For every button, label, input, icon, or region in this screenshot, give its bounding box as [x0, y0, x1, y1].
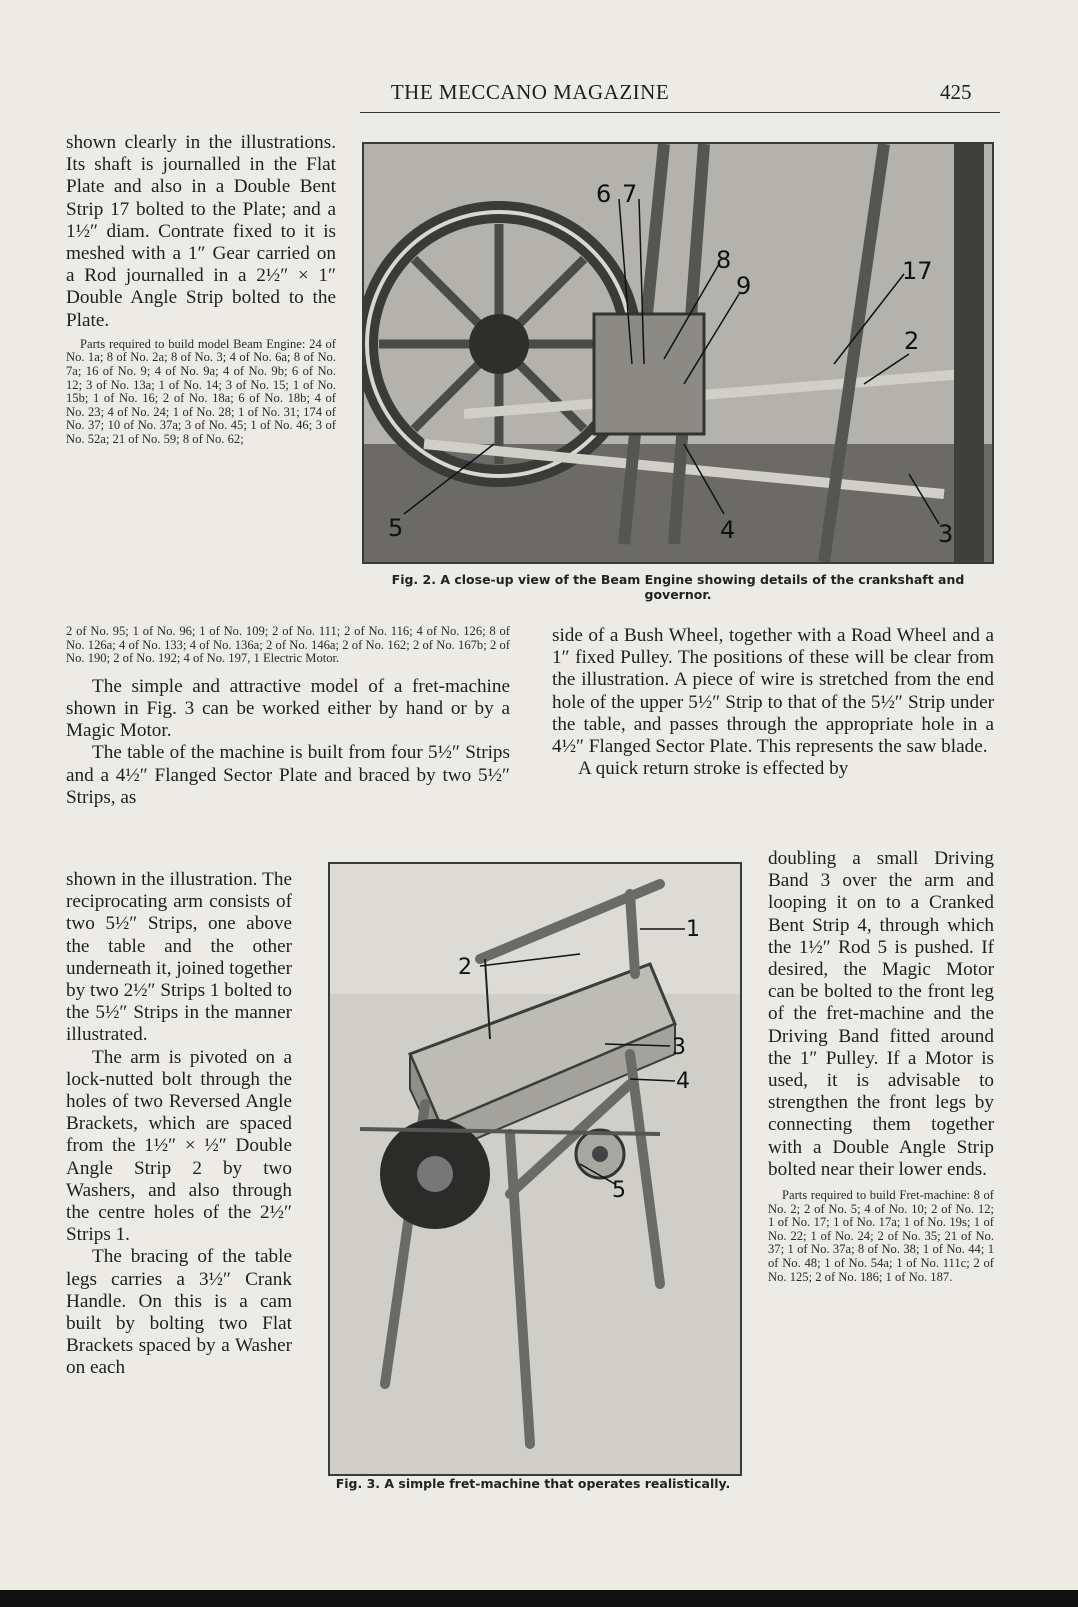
fig3-label-3: 3 [672, 1035, 686, 1060]
figure-3-fret-machine [328, 862, 742, 1476]
paragraph-shaft: shown clearly in the illustrations. Its shaft is journalled in the Flat Plate and also in a Double Bent Strip 17 bolted to the Plate; and a 1½″ diam. Contrate fixed to it is meshed with a 1″ Gear carried on a Rod journalled in a 2½″ × 1″ Double Angle Strip bolted to the Plate. [66, 132, 336, 331]
beam-engine-illustration [364, 144, 992, 562]
paragraph-fret-intro: The simple and attractive model of a fret-machine shown in Fig. 3 can be worked either by hand or by a Magic Motor. [66, 675, 510, 742]
figure-2-caption: Fig. 2. A close-up view of the Beam Engine showing details of the crankshaft and governor. [391, 572, 965, 602]
page-number: 425 [940, 80, 972, 104]
header-rule [360, 112, 1000, 113]
right-column-narrow [768, 848, 994, 1284]
fig2-label-9: 9 [736, 272, 752, 300]
paragraph-arm: shown in the illustration. The reciprocating arm consists of two 5½″ Strips, one above the table and the other underneath it, joined together by two 2½″ Strips 1 bolted to the 5½″ Strips in the manner illustrated. [66, 869, 292, 1046]
fig3-label-5: 5 [612, 1178, 626, 1203]
fig3-label-2: 2 [458, 955, 472, 980]
right-column-mid [552, 625, 994, 780]
fig2-label-4: 4 [720, 516, 736, 544]
fig2-label-2: 2 [904, 327, 920, 355]
paragraph-bush-wheel: side of a Bush Wheel, together with a Road Wheel and a 1″ fixed Pulley. The positions of these will be clear from the illustration. A piece of wire is stretched from the end hole of the upper 5½″ Strip to that of the 5½″ Strip under the table, and passes through the appropriate hole in a 4½″ Flanged Sector Plate. This represents the saw blade. [552, 625, 994, 758]
fig2-label-7: 7 [622, 180, 638, 208]
paragraph-pivot: The arm is pivoted on a lock-nutted bolt through the holes of two Reversed Angle Brackets, which are spaced from the 1½″ × ½″ Double Angle Strip 2 by two Washers, and also through the centre holes of the 2½″ Strips 1. [66, 1046, 292, 1246]
left-column-top [66, 132, 336, 447]
fig2-label-3: 3 [938, 520, 954, 548]
fig2-label-5: 5 [388, 514, 404, 542]
scan-edge [0, 1590, 1078, 1607]
fig2-label-8: 8 [716, 246, 732, 274]
page-header-title: THE MECCANO MAGAZINE [390, 80, 670, 104]
parts-list-beam-engine-cont: 2 of No. 95; 1 of No. 96; 1 of No. 109; 2 of No. 111; 2 of No. 116; 4 of No. 126; 8 of No. 126a; 4 of No. 133; 4 of No. 136a; 2 of No. 146a; 2 of No. 162; 2 of No. 167b; 2 of No. 190; 2 of No. 192; 4 of No. 197, 1 Electric Motor. [66, 624, 510, 666]
fret-machine-illustration [330, 864, 740, 1474]
fig2-label-6: 6 [596, 180, 612, 208]
figure-2-beam-engine [362, 142, 994, 564]
paragraph-bracing: The bracing of the table legs carries a 3½″ Crank Handle. On this is a cam built by bolting two Flat Brackets spaced by a Washer on each [66, 1246, 292, 1379]
paragraph-return-stroke: A quick return stroke is effected by [578, 758, 849, 780]
parts-list-beam-engine: Parts required to build model Beam Engine: 24 of No. 1a; 8 of No. 2a; 8 of No. 3; 4 of No. 6a; 8 of No. 7a; 16 of No. 9; 4 of No. 9a; 4 of No. 9b; 6 of No. 12; 3 of No. 13a; 1 of No. 14; 3 of No. 15; 1 of No. 15b; 1 of No. 16; 2 of No. 18a; 6 of No. 18b; 4 of No. 23; 4 of No. 24; 1 of No. 28; 1 of No. 31; 174 of No. 37; 10 of No. 37a; 3 of No. 45; 1 of No. 46; 3 of No. 52a; 21 of No. 59; 8 of No. 62; [66, 336, 336, 446]
parts-list-fret-machine: Parts required to build Fret-machine: 8 of No. 2; 2 of No. 5; 4 of No. 10; 2 of No. 12; 1 of No. 17; 1 of No. 17a; 1 of No. 19s; 1 of No. 22; 1 of No. 24; 2 of No. 35; 21 of No. 37; 1 of No. 37a; 8 of No. 38; 1 of No. 44; 1 of No. 48; 1 of No. 54a; 1 of No. 111c; 2 of No. 125; 2 of No. 186; 1 of No. 187. [768, 1188, 994, 1284]
paragraph-table: The table of the machine is built from four 5½″ Strips and a 4½″ Flanged Sector Plate and braced by two 5½″ Strips, as [66, 742, 510, 808]
left-column-mid [66, 625, 510, 809]
figure-3-caption: Fig. 3. A simple fret-machine that operates realistically. [335, 1476, 731, 1491]
fig3-label-4: 4 [676, 1069, 690, 1094]
fig3-label-1: 1 [686, 917, 700, 942]
left-column-narrow [66, 869, 292, 1380]
paragraph-driving-band: doubling a small Driving Band 3 over the arm and looping it on to a Cranked Bent Strip 4, through which the 1½″ Rod 5 is pushed. If desired, the Magic Motor can be bolted to the front leg of the fret-machine and the Driving Band fitted around the 1″ Pulley. If a Motor is used, it is advisable to strengthen the front legs by connecting them together with a Double Angle Strip bolted near their lower ends. [768, 848, 994, 1180]
fig2-label-17: 17 [902, 257, 933, 285]
